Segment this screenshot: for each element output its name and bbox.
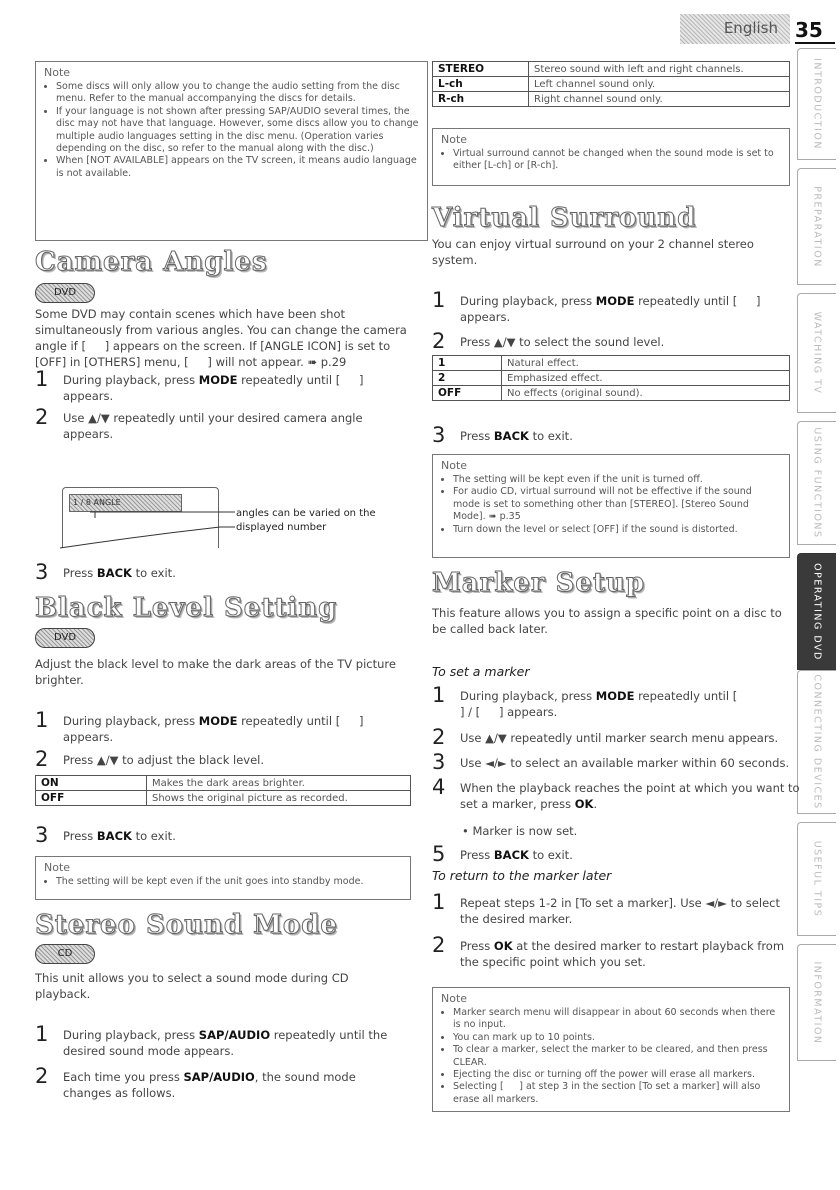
audio-note-box — [35, 61, 428, 241]
table-row: OFF No effects (original sound). — [433, 386, 790, 401]
cd-badge: CD — [35, 944, 95, 964]
table-row: OFF Shows the original picture as recorded. — [36, 791, 411, 806]
sidebar-tab-operating-dvd[interactable]: OPERATING DVD — [797, 553, 836, 670]
camera-angles-title: Camera Angles — [35, 247, 268, 277]
note-item: • Some discs will only allow you to change the audio setting from the disc menu. Refer to the manual accompanying the discs for details. — [56, 81, 419, 106]
page-number: 35 — [795, 18, 835, 44]
sidebar-tab-watching-tv[interactable]: WATCHING TV — [797, 293, 836, 413]
table-row: L-ch Left channel sound only. — [433, 77, 790, 92]
table-row: 2 Emphasized effect. — [433, 371, 790, 386]
black-intro: Adjust the black level to make the dark areas of the TV picture brighter. — [35, 657, 396, 687]
marker-note-box: Note • Marker search menu will disappear in about 60 seconds when there is no input. • You can mark up to 10 points. • To clear a marker, select the marker to be cleared, and then press CLEAR. • Ejecting the disc or turning off the power will erase all markers. • Selecting [ ] at step 3 in the section [To set a marker] will also erase all markers. — [432, 987, 790, 1112]
table-row: STEREO Stereo sound with left and right channels. — [433, 62, 790, 77]
virtual-level-table — [432, 355, 790, 401]
black-level-title: Black Level Setting — [35, 593, 338, 623]
virtual-surround-title: Virtual Surround — [432, 203, 697, 233]
note-item: • If your language is not shown after pressing SAP/AUDIO several times, the disc may not have that language. However, some discs allow you to change multiple audio languages setting in the disc menu. (Operation varies depending on the disc, so refer to the manual along with the disc.) — [56, 106, 419, 156]
stereo-sound-title: Stereo Sound Mode — [35, 910, 338, 940]
sidebar-tab-introduction[interactable]: INTRODUCTION — [797, 48, 836, 160]
sidebar-tab-information[interactable]: INFORMATION — [797, 944, 836, 1061]
marker-set-bullet: • Marker is now set. — [462, 824, 578, 838]
language-label: English — [723, 19, 778, 37]
sidebar-tab-preparation[interactable]: PREPARATION — [797, 168, 836, 285]
note-item: • When [NOT AVAILABLE] appears on the TV screen, it means audio language is not available. — [56, 155, 419, 180]
sidebar-tab-connecting-devices[interactable]: CONNECTING DEVICES — [797, 670, 836, 814]
table-row: R-ch Right channel sound only. — [433, 92, 790, 107]
camera-intro: Some DVD may contain scenes which have been shot simultaneously from various angles. You can change the camera angle if [ ] appears on the screen. If [ANGLE ICON] is set to [OFF] in [OTHERS] menu, [ ] will not appear. ➠ p.29 — [35, 307, 407, 369]
stereo-note-box: Note • Virtual surround cannot be changed when the sound mode is set to either [L-ch] or [R-ch]. — [432, 128, 790, 186]
virtual-intro: You can enjoy virtual surround on your 2 channel stereo system. — [432, 237, 754, 267]
note-title: Note — [44, 66, 71, 79]
dvd-badge: DVD — [35, 628, 95, 648]
marker-intro: This feature allows you to assign a specific point on a disc to be called back later. — [432, 606, 782, 636]
table-row: 1 Natural effect. — [433, 356, 790, 371]
black-level-table — [35, 775, 411, 806]
return-marker-subheading: To return to the marker later — [432, 868, 612, 883]
stereo-intro: This unit allows you to select a sound mode during CD playback. — [35, 971, 349, 1001]
virtual-note-box: Note • The setting will be kept even if the unit is turned off. • For audio CD, virtual surround will not be effective if the sound mode is set to something other than [STEREO]. [Stereo Sound Mode]. ➠ p.35 • Turn down the level or select [OFF] if the sound is distorted. — [432, 454, 790, 558]
stereo-mode-table — [432, 61, 790, 107]
language-header-band — [680, 14, 790, 44]
angle-indicator: 1 / 8 ANGLE — [69, 494, 182, 512]
sidebar-tab-useful-tips[interactable]: USEFUL TIPS — [797, 822, 836, 936]
diagram-label: angles can be varied on the displayed number — [236, 508, 376, 533]
diagram-leader-lines — [60, 500, 240, 550]
black-note-box: Note • The setting will be kept even if the unit goes into standby mode. — [35, 856, 411, 900]
dvd-badge: DVD — [35, 283, 95, 303]
marker-setup-title: Marker Setup — [432, 568, 646, 598]
set-marker-subheading: To set a marker — [432, 664, 530, 679]
table-row: ON Makes the dark areas brighter. — [36, 776, 411, 791]
sidebar-tab-using-functions[interactable]: USING FUNCTIONS — [797, 421, 836, 545]
